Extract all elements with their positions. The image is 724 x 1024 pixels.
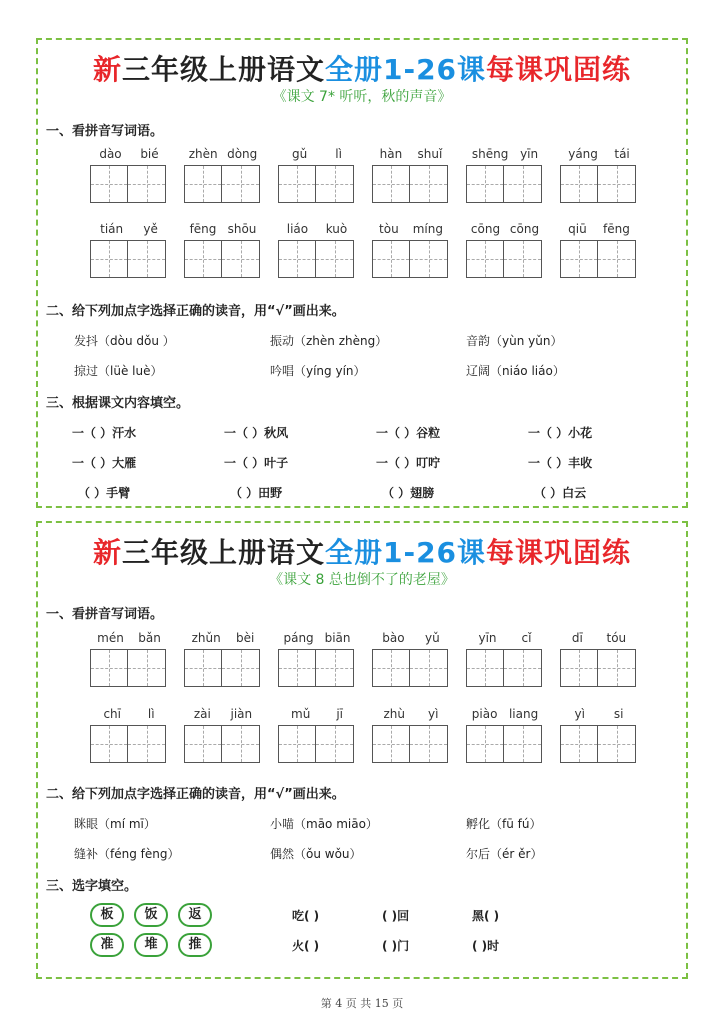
pinyin-word (90, 145, 168, 163)
char-option-cloud: 堆 (134, 933, 168, 957)
writing-cell[interactable] (128, 240, 166, 278)
char-option-cloud: 准 (90, 933, 124, 957)
writing-grid (278, 725, 356, 763)
writing-cell[interactable] (316, 649, 354, 687)
fill-blank-item[interactable]: 一（ ）丰收 (528, 456, 593, 470)
pinyin-word (278, 629, 356, 647)
fill-blank-item[interactable]: ( )回 (382, 909, 410, 923)
fill-blank-item[interactable]: 一（ ）叶子 (224, 456, 289, 470)
section-heading: 二、给下列加点字选择正确的读音，用“√”画出来。 (46, 304, 345, 319)
fill-blank-item[interactable]: （ ）田野 (230, 486, 283, 500)
writing-cell[interactable] (278, 240, 316, 278)
pinyin-word (184, 629, 262, 647)
pinyin-label (372, 705, 450, 723)
pinyin-word (278, 220, 356, 238)
panel-title (38, 48, 686, 88)
pinyin-word (90, 629, 168, 647)
lesson-subtitle: 《课文 7* 听听，秋的声音》 (272, 89, 452, 105)
exercise-panel-lesson-8 (36, 521, 688, 979)
pinyin-word (560, 145, 638, 163)
pronunciation-item[interactable]: 小喵（māo miāo） (270, 817, 378, 831)
pinyin-row (90, 629, 680, 701)
pinyin-label (278, 629, 356, 647)
writing-cell[interactable] (372, 649, 410, 687)
pinyin-syllable: shōu (227, 222, 257, 236)
writing-cell[interactable] (466, 240, 504, 278)
pronunciation-item[interactable]: 音韵（yùn yǔn） (466, 334, 563, 348)
section-heading: 三、选字填空。 (46, 879, 138, 894)
writing-grid (90, 725, 168, 763)
pinyin-label (90, 629, 168, 647)
writing-grid (184, 725, 262, 763)
pinyin-label (184, 220, 262, 238)
writing-cell[interactable] (466, 725, 504, 763)
writing-grid (466, 240, 544, 278)
pinyin-syllable: piào (471, 707, 498, 721)
pinyin-syllable: qiū (568, 222, 587, 236)
pinyin-syllable: míng (412, 222, 443, 236)
fill-blank-item[interactable]: 一（ ）小花 (528, 426, 593, 440)
title-part: 全册1-26课 (324, 53, 487, 86)
writing-grid (184, 240, 262, 278)
writing-cell[interactable] (560, 649, 598, 687)
pinyin-syllable: bèi (236, 631, 255, 645)
writing-grid (278, 240, 356, 278)
pinyin-word (90, 705, 168, 723)
section-heading: 三、根据课文内容填空。 (46, 396, 190, 411)
pinyin-word (466, 145, 544, 163)
writing-grid (184, 165, 262, 203)
pinyin-word (466, 220, 544, 238)
fill-blank-item[interactable]: （ ）手臂 (78, 486, 131, 500)
pinyin-label (560, 145, 638, 163)
pinyin-syllable: yě (143, 222, 158, 236)
writing-grid (372, 165, 450, 203)
title-part: 每课巩固练 (486, 536, 632, 569)
pronunciation-item[interactable]: 掠过（lüè luè） (74, 364, 163, 378)
writing-grid (466, 725, 544, 763)
writing-cell[interactable] (316, 725, 354, 763)
writing-cell[interactable] (598, 165, 636, 203)
pinyin-syllable: yīn (520, 147, 539, 161)
pinyin-word (278, 705, 356, 723)
writing-grid (278, 165, 356, 203)
writing-cell[interactable] (222, 725, 260, 763)
pinyin-syllable: mǔ (291, 707, 311, 721)
writing-cell[interactable] (184, 240, 222, 278)
pinyin-label (278, 705, 356, 723)
pinyin-word (184, 705, 262, 723)
writing-grid (560, 725, 638, 763)
pinyin-word (372, 220, 450, 238)
lesson-subtitle: 《课文 8 总也倒不了的老屋》 (269, 572, 455, 588)
pinyin-syllable: zhèn (188, 147, 218, 161)
section-heading: 二、给下列加点字选择正确的读音，用“√”画出来。 (46, 787, 345, 802)
pinyin-syllable: si (613, 707, 624, 721)
title-part: 新 (92, 536, 122, 569)
pinyin-syllable: jiàn (230, 707, 253, 721)
pinyin-row (90, 145, 680, 217)
pinyin-syllable: tái (614, 147, 630, 161)
pinyin-word (466, 705, 544, 723)
pronunciation-item[interactable]: 吟唱（yíng yín） (270, 364, 366, 378)
writing-cell[interactable] (504, 725, 542, 763)
writing-cell[interactable] (504, 240, 542, 278)
pinyin-syllable: yì (428, 707, 439, 721)
fill-blank-item[interactable]: 一（ ）大雁 (72, 456, 137, 470)
exercise-panel-lesson-7 (36, 38, 688, 508)
pinyin-word (466, 629, 544, 647)
writing-cell[interactable] (90, 649, 128, 687)
pinyin-syllable: cǐ (521, 631, 532, 645)
fill-blank-item[interactable]: （ ）白云 (534, 486, 587, 500)
writing-grid (372, 240, 450, 278)
pinyin-label (278, 220, 356, 238)
pinyin-word (560, 220, 638, 238)
writing-cell[interactable] (278, 649, 316, 687)
pinyin-label (466, 145, 544, 163)
pinyin-syllable: chī (103, 707, 121, 721)
writing-cell[interactable] (598, 649, 636, 687)
pinyin-word (560, 629, 638, 647)
writing-grid (560, 649, 638, 687)
pinyin-label (560, 220, 638, 238)
writing-cell[interactable] (184, 649, 222, 687)
title-part: 三年级上册语文 (121, 53, 325, 86)
writing-cell[interactable] (184, 165, 222, 203)
fill-blank-item[interactable]: 火( ) (292, 939, 320, 953)
char-option-cloud: 推 (178, 933, 212, 957)
pinyin-label (560, 629, 638, 647)
pinyin-label (372, 629, 450, 647)
writing-grid (184, 649, 262, 687)
writing-cell[interactable] (90, 725, 128, 763)
pinyin-label (90, 145, 168, 163)
writing-cell[interactable] (278, 725, 316, 763)
pinyin-syllable: gǔ (292, 147, 308, 161)
pinyin-label (372, 220, 450, 238)
pinyin-word (90, 220, 168, 238)
pinyin-syllable: páng (283, 631, 314, 645)
pinyin-label (90, 705, 168, 723)
fill-blank-item[interactable]: 吃( ) (292, 909, 320, 923)
panel-title (38, 531, 686, 571)
writing-cell[interactable] (90, 165, 128, 203)
writing-grid (372, 725, 450, 763)
pinyin-syllable: lì (147, 707, 155, 721)
title-part: 新 (92, 53, 122, 86)
pronunciation-item[interactable]: 偶然（ǒu wǒu） (270, 847, 362, 861)
writing-cell[interactable] (466, 649, 504, 687)
writing-cell[interactable] (184, 725, 222, 763)
pinyin-row (90, 705, 680, 777)
writing-grid (90, 165, 168, 203)
writing-cell[interactable] (560, 725, 598, 763)
pinyin-syllable: liang (508, 707, 539, 721)
writing-grid (466, 165, 544, 203)
pinyin-syllable: zhǔn (191, 631, 221, 645)
writing-cell[interactable] (222, 165, 260, 203)
pinyin-word (372, 629, 450, 647)
pinyin-syllable: lì (335, 147, 342, 161)
pronunciation-item[interactable]: 孵化（fū fú） (466, 817, 542, 831)
pinyin-syllable: yǔ (425, 631, 440, 645)
fill-blank-item[interactable]: 一（ ）谷粒 (376, 426, 441, 440)
pinyin-syllable: shuǐ (417, 147, 443, 161)
pinyin-syllable: tòu (379, 222, 399, 236)
writing-grid (90, 240, 168, 278)
writing-cell[interactable] (372, 240, 410, 278)
pinyin-syllable: shēng (471, 147, 509, 161)
fill-blank-item[interactable]: ( )门 (382, 939, 410, 953)
pronunciation-item[interactable]: 辽阔（niáo liáo） (466, 364, 565, 378)
writing-grid (560, 165, 638, 203)
writing-cell[interactable] (598, 240, 636, 278)
pinyin-syllable: dòng (227, 147, 258, 161)
pinyin-label (560, 705, 638, 723)
writing-cell[interactable] (410, 649, 448, 687)
pinyin-syllable: bié (140, 147, 159, 161)
fill-blank-item[interactable]: ( )时 (472, 939, 500, 953)
pronunciation-item[interactable]: 发抖（dòu dǒu ） (74, 334, 175, 348)
pinyin-row (90, 220, 680, 292)
writing-cell[interactable] (410, 725, 448, 763)
pronunciation-item[interactable]: 眯眼（mí mī） (74, 817, 156, 831)
pinyin-word (560, 705, 638, 723)
pinyin-syllable: liáo (286, 222, 309, 236)
pinyin-word (184, 220, 262, 238)
writing-cell[interactable] (560, 240, 598, 278)
pinyin-label (90, 220, 168, 238)
writing-cell[interactable] (128, 165, 166, 203)
pinyin-word (278, 145, 356, 163)
page-footer: 第 4 页 共 15 页 (320, 997, 404, 1010)
writing-grid (278, 649, 356, 687)
pinyin-label (184, 629, 262, 647)
pinyin-syllable: dào (99, 147, 122, 161)
pinyin-syllable: fēng (189, 222, 217, 236)
writing-cell[interactable] (222, 649, 260, 687)
section-heading: 一、看拼音写词语。 (46, 124, 164, 139)
pinyin-syllable: cōng (509, 222, 540, 236)
writing-cell[interactable] (128, 725, 166, 763)
pinyin-label (372, 145, 450, 163)
pinyin-syllable: bào (382, 631, 405, 645)
writing-cell[interactable] (372, 725, 410, 763)
pinyin-syllable: jī (336, 707, 343, 721)
pronunciation-item[interactable]: 缝补（féng fèng） (74, 847, 180, 861)
writing-cell[interactable] (504, 649, 542, 687)
writing-cell[interactable] (598, 725, 636, 763)
writing-cell[interactable] (504, 165, 542, 203)
writing-cell[interactable] (466, 165, 504, 203)
char-option-cloud: 饭 (134, 903, 168, 927)
pinyin-syllable: biān (324, 631, 351, 645)
pinyin-syllable: zhù (383, 707, 406, 721)
pinyin-syllable: zài (193, 707, 211, 721)
char-option-cloud: 返 (178, 903, 212, 927)
pinyin-syllable: yáng (568, 147, 598, 161)
writing-cell[interactable] (410, 240, 448, 278)
writing-cell[interactable] (372, 165, 410, 203)
pinyin-word (372, 145, 450, 163)
title-part: 三年级上册语文 (121, 536, 325, 569)
pinyin-syllable: yīn (478, 631, 497, 645)
pinyin-syllable: kuò (325, 222, 348, 236)
pinyin-label (278, 145, 356, 163)
pinyin-syllable: dī (571, 631, 583, 645)
pinyin-syllable: hàn (379, 147, 403, 161)
pinyin-word (372, 705, 450, 723)
fill-blank-item[interactable]: 一（ ）汗水 (72, 426, 137, 440)
writing-cell[interactable] (560, 165, 598, 203)
char-option-cloud: 板 (90, 903, 124, 927)
pinyin-syllable: tián (100, 222, 124, 236)
title-part: 全册1-26课 (324, 536, 487, 569)
writing-grid (372, 649, 450, 687)
writing-cell[interactable] (90, 240, 128, 278)
fill-blank-item[interactable]: 一（ ）叮咛 (376, 456, 441, 470)
writing-grid (90, 649, 168, 687)
pronunciation-item[interactable]: 尔后（ér ěr） (466, 847, 543, 861)
pinyin-syllable: fēng (603, 222, 630, 236)
fill-blank-item[interactable]: 一（ ）秋风 (224, 426, 289, 440)
pinyin-label (466, 220, 544, 238)
pinyin-syllable: mén (97, 631, 124, 645)
title-part: 每课巩固练 (486, 53, 632, 86)
section-heading: 一、看拼音写词语。 (46, 607, 164, 622)
pinyin-syllable: tóu (606, 631, 627, 645)
pinyin-label (466, 705, 544, 723)
writing-cell[interactable] (278, 165, 316, 203)
pinyin-label (184, 145, 262, 163)
writing-cell[interactable] (316, 240, 354, 278)
writing-cell[interactable] (410, 165, 448, 203)
writing-cell[interactable] (222, 240, 260, 278)
pinyin-syllable: bǎn (138, 631, 161, 645)
writing-cell[interactable] (316, 165, 354, 203)
pinyin-word (184, 145, 262, 163)
fill-blank-item[interactable]: （ ）翅膀 (382, 486, 435, 500)
pronunciation-item[interactable]: 振动（zhèn zhèng） (270, 334, 388, 348)
writing-grid (560, 240, 638, 278)
fill-blank-item[interactable]: 黑( ) (472, 909, 500, 923)
pinyin-label (466, 629, 544, 647)
pinyin-syllable: cōng (470, 222, 501, 236)
pinyin-syllable: yì (574, 707, 585, 721)
writing-grid (466, 649, 544, 687)
writing-cell[interactable] (128, 649, 166, 687)
pinyin-label (184, 705, 262, 723)
